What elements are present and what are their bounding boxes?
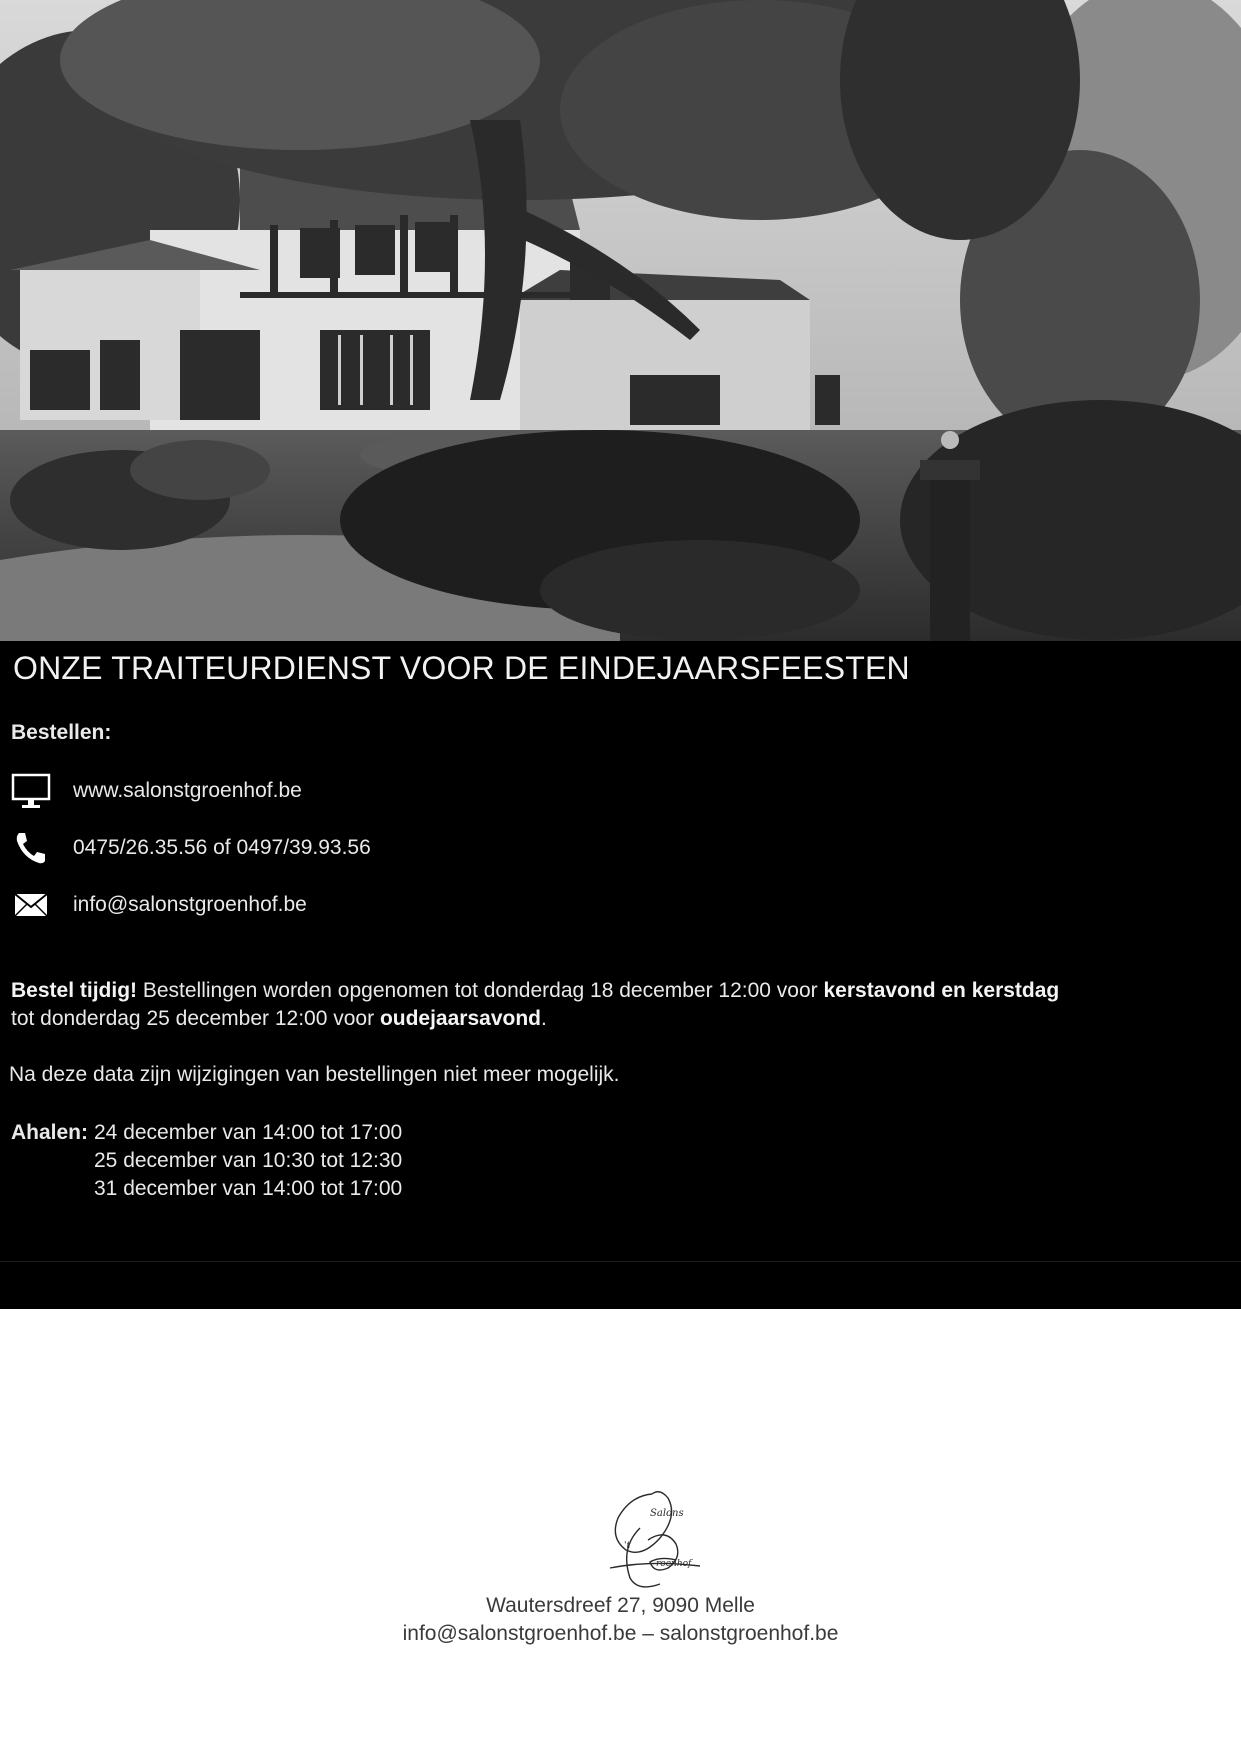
info-panel	[0, 641, 1241, 1309]
order-deadline-lead: Bestel tijdig!	[11, 979, 138, 1002]
svg-text:'t: 't	[624, 1541, 631, 1551]
phone-icon	[11, 828, 51, 868]
hero-photo	[0, 0, 1241, 641]
pickup-slot: 31 december van 14:00 tot 17:00	[94, 1177, 403, 1200]
contact-website[interactable]	[11, 771, 302, 811]
pickup-schedule	[11, 1119, 402, 1203]
phone-numbers[interactable]: 0475/26.35.56 of 0497/39.93.56	[73, 836, 371, 859]
contact-email[interactable]	[11, 885, 307, 925]
envelope-icon	[11, 885, 51, 925]
svg-text:Salons: Salons	[650, 1508, 684, 1519]
salons-groenhof-logo	[590, 1488, 710, 1593]
email-link[interactable]: info@salonstgroenhof.be	[73, 893, 307, 916]
pickup-slot: 24 december van 14:00 tot 17:00	[94, 1121, 403, 1144]
order-label: Bestellen:	[11, 721, 112, 744]
changes-note: Na deze data zijn wijzigingen van bestellingen niet meer mogelijk.	[9, 1063, 620, 1086]
svg-text:roenhof: roenhof	[656, 1559, 692, 1569]
pickup-label: Ahalen:	[11, 1121, 89, 1144]
website-link[interactable]: www.salonstgroenhof.be	[73, 779, 302, 802]
page-title: ONZE TRAITEURDIENST VOOR DE EINDEJAARSFEESTEN	[13, 650, 910, 686]
footer-address: Wautersdreef 27, 9090 Melle	[486, 1594, 755, 1617]
monitor-icon	[11, 771, 51, 811]
contact-phone[interactable]	[11, 828, 371, 868]
pickup-slot: 25 december van 10:30 tot 12:30	[94, 1149, 403, 1172]
order-deadline-text: Bestel tijdig! Bestellingen worden opgenomen tot donderdag 18 december 12:00 voor kerstavond en kerstdag tot donderdag 25 december 12:00 voor oudejaarsavond.	[11, 979, 1060, 1030]
footer-contact[interactable]: info@salonstgroenhof.be – salonstgroenhof.be	[402, 1622, 839, 1645]
panel-divider	[0, 1261, 1241, 1262]
